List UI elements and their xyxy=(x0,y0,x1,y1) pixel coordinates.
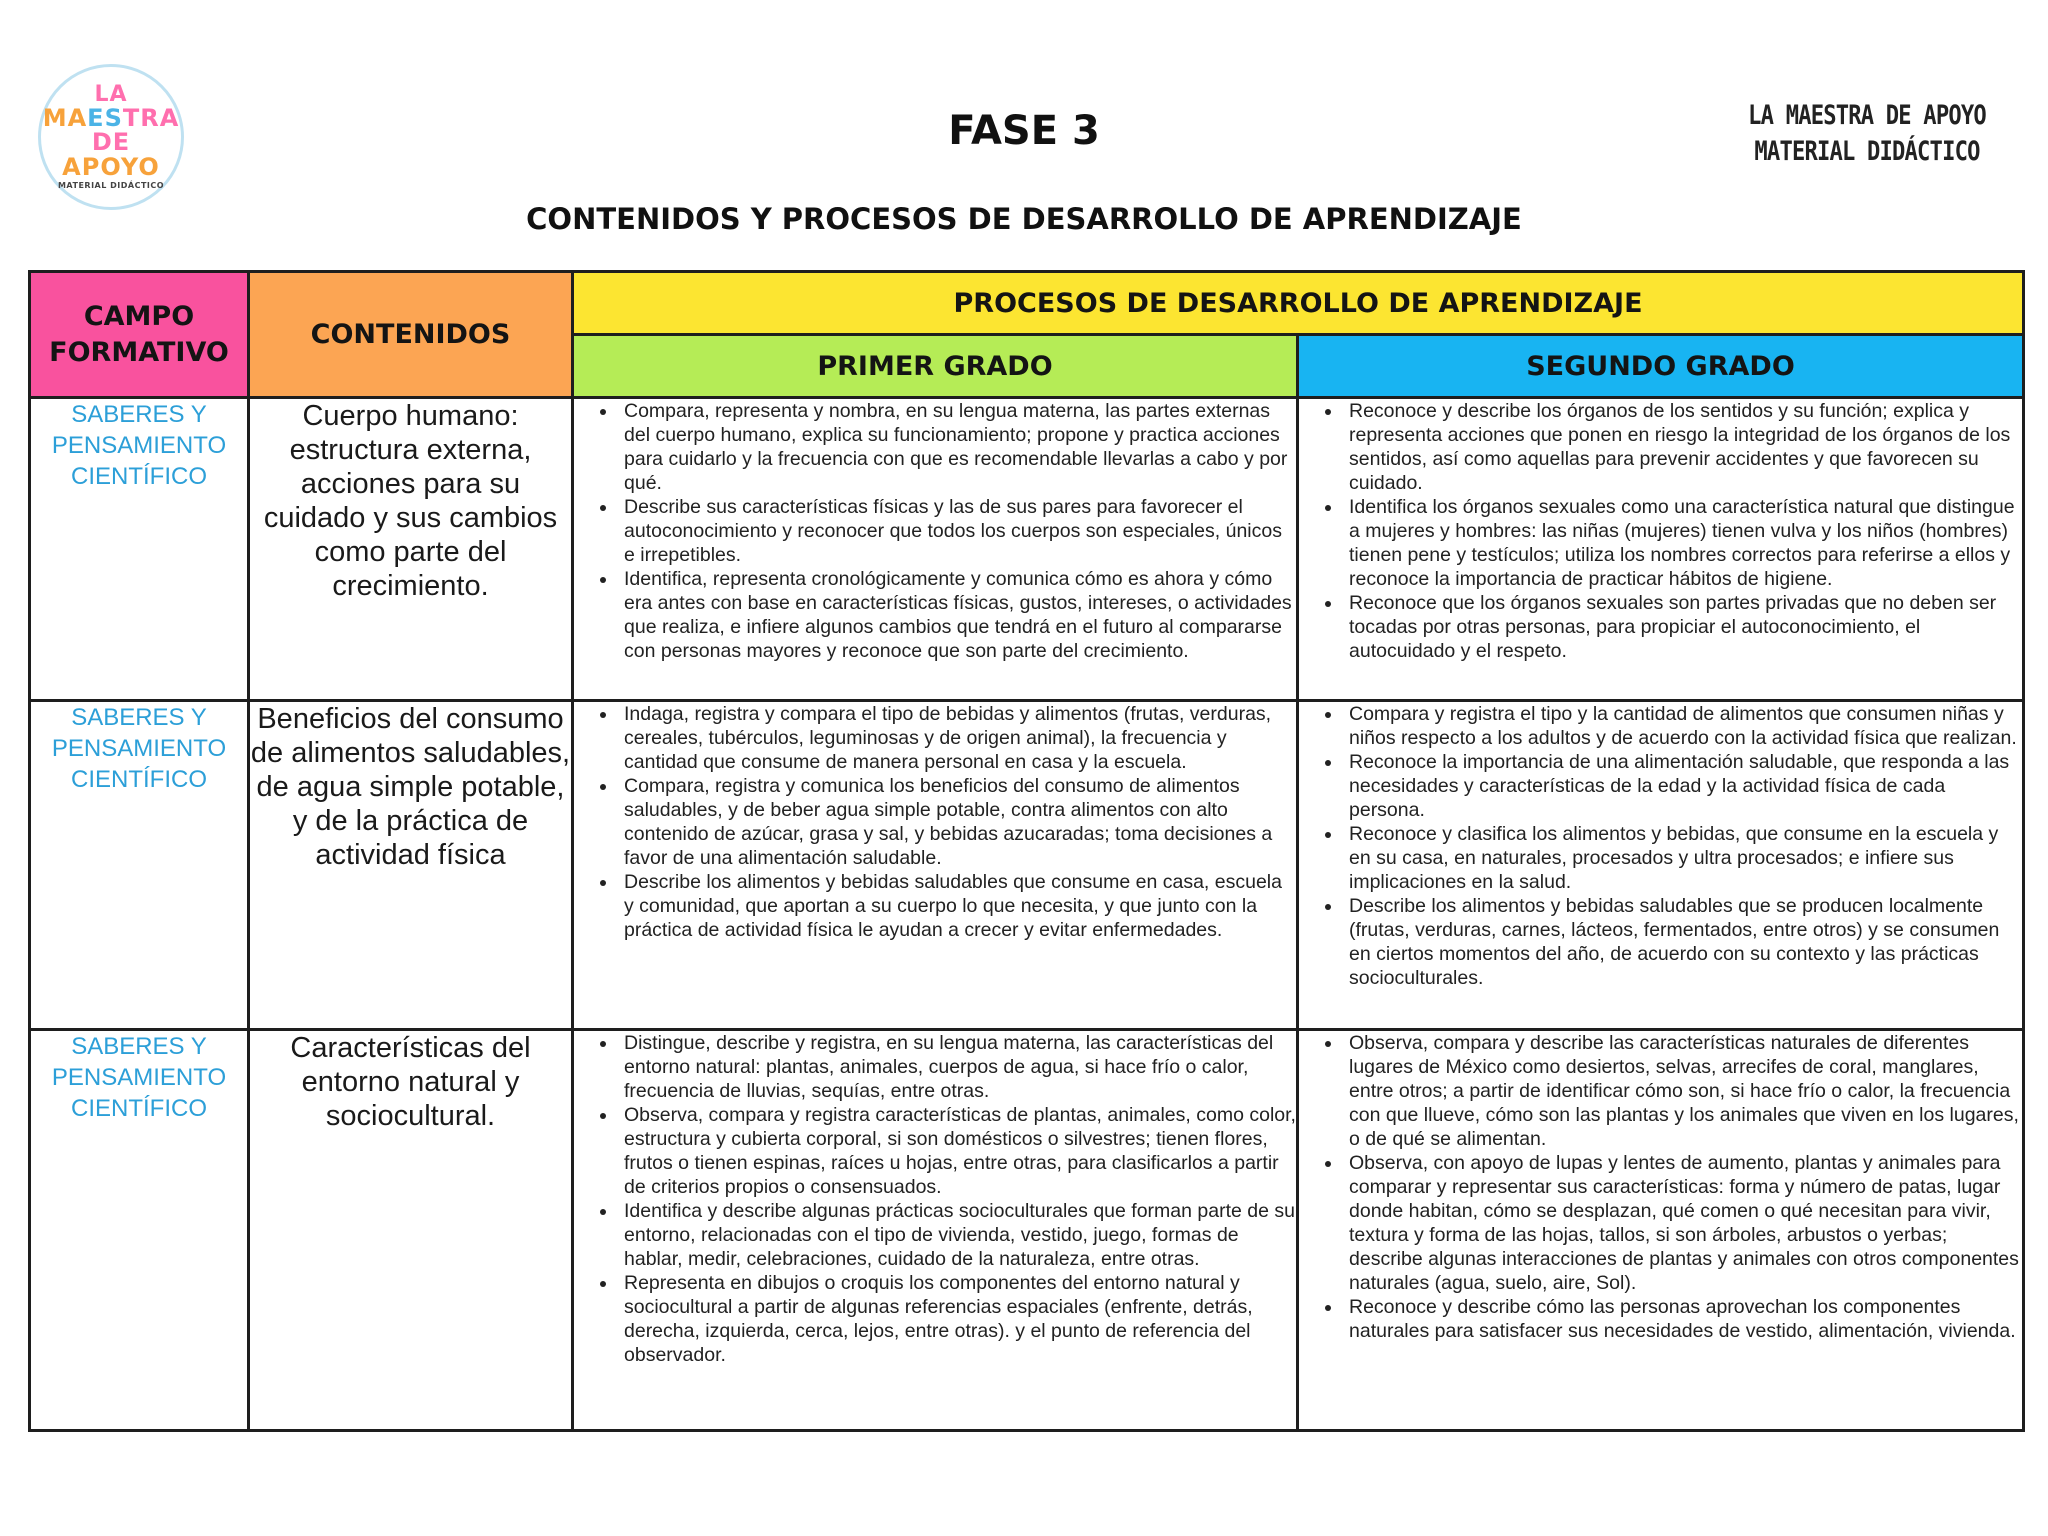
header-procesos: PROCESOS DE DESARROLLO DE APRENDIZAJE xyxy=(573,272,2024,335)
header-contenidos: CONTENIDOS xyxy=(249,272,573,398)
bullet-list xyxy=(1299,702,2022,990)
list-item: • Observa, compara y describe las características naturales de diferentes lugares de México como desiertos, selvas, arrecifes de coral, manglares, entre otros; a partir de identificar cómo son, si hace frío o calor, la frecuencia con que llueve, cómo son las plantas y los animales que viven en los lugares, o de qué se alimentan. xyxy=(1343,1031,2022,1151)
campo-formativo-cell: SABERES Y PENSAMIENTO CIENTÍFICO xyxy=(30,398,249,701)
list-item: • Compara y registra el tipo y la cantidad de alimentos que consumen niñas y niños respecto a los adultos y de acuerdo con la actividad física que realizan. xyxy=(1343,702,2022,750)
campo-formativo-cell: SABERES Y PENSAMIENTO CIENTÍFICO xyxy=(30,701,249,1030)
primer-grado-cell xyxy=(573,1030,1298,1431)
list-item: • Reconoce que los órganos sexuales son partes privadas que no deben ser tocadas por otras personas, para propiciar el autoconocimiento, el autocuidado y el respeto. xyxy=(1343,591,2022,663)
list-item: • Reconoce y describe cómo las personas aprovechan los componentes naturales para satisfacer sus necesidades de vestido, alimentación, vivienda. xyxy=(1343,1295,2022,1343)
brand-line-2: MATERIAL DIDÁCTICO xyxy=(1754,136,1980,167)
segundo-grado-cell xyxy=(1298,398,2024,701)
list-item: • Indaga, registra y compara el tipo de bebidas y alimentos (frutas, verduras, cereales, tubérculos, leguminosas y de origen animal), la frecuencia y cantidad que consume de manera personal en casa y la escuela. xyxy=(618,702,1296,774)
list-item: • Identifica y describe algunas prácticas socioculturales que forman parte de su entorno, relacionadas con el tipo de vivienda, vestido, juego, formas de hablar, medir, celebraciones, cuidado de la naturaleza, entre otras. xyxy=(618,1199,1296,1271)
contenido-cell: Características del entorno natural y sociocultural. xyxy=(249,1030,573,1431)
brand-label xyxy=(1748,98,1986,170)
header-row xyxy=(30,272,2024,335)
bullet-list xyxy=(574,702,1296,942)
table-row xyxy=(30,398,2024,701)
logo-line-material: MATERIAL DIDÁCTICO xyxy=(57,181,165,191)
header-primer-grado: PRIMER GRADO xyxy=(573,335,1298,398)
header-segundo-grado: SEGUNDO GRADO xyxy=(1298,335,2024,398)
logo-line-la: LA xyxy=(94,81,128,107)
campo-formativo-cell: SABERES Y PENSAMIENTO CIENTÍFICO xyxy=(30,1030,249,1431)
list-item: • Representa en dibujos o croquis los componentes del entorno natural y sociocultural a partir de algunas referencias espaciales (enfrente, detrás, derecha, izquierda, cerca, lejos, entre otras). y el punto de referencia del observador. xyxy=(618,1271,1296,1367)
header-campo-formativo: CAMPO FORMATIVO xyxy=(30,272,249,398)
bullet-list xyxy=(574,399,1296,663)
primer-grado-cell xyxy=(573,701,1298,1030)
brand-line-1: LA MAESTRA DE APOYO xyxy=(1748,100,1986,131)
contenido-cell: Beneficios del consumo de alimentos saludables, de agua simple potable, y de la práctica de actividad física xyxy=(249,701,573,1030)
contenido-cell: Cuerpo humano: estructura externa, acciones para su cuidado y sus cambios como parte del crecimiento. xyxy=(249,398,573,701)
list-item: • Distingue, describe y registra, en su lengua materna, las características del entorno natural: plantas, animales, cuerpos de agua, si hace frío o calor, frecuencia de lluvias, sequías, entre otras. xyxy=(618,1031,1296,1103)
bullet-list xyxy=(1299,1031,2022,1343)
page-subtitle: CONTENIDOS Y PROCESOS DE DESARROLLO DE APRENDIZAJE xyxy=(526,202,1522,236)
list-item: • Compara, representa y nombra, en su lengua materna, las partes externas del cuerpo humano, explica su funcionamiento; propone y practica acciones para cuidarlo y la frecuencia con que es recomendable llevarlas a cabo y por qué. xyxy=(618,399,1296,495)
bullet-list xyxy=(574,1031,1296,1367)
table-row xyxy=(30,701,2024,1030)
list-item: • Describe sus características físicas y las de sus pares para favorecer el autoconocimiento y reconocer que todos los cuerpos son especiales, únicos e irrepetibles. xyxy=(618,495,1296,567)
page-title: FASE 3 xyxy=(948,108,1100,154)
list-item: • Observa, con apoyo de lupas y lentes de aumento, plantas y animales para comparar y representar sus características: forma y número de patas, lugar donde habitan, cómo se desplazan, qué comen o qué necesitan para vivir, textura y forma de las hojas, tallos, si son árboles, arbustos o yerbas; describe algunas interacciones de plantas y animales con otros componentes naturales (agua, suelo, aire, Sol). xyxy=(1343,1151,2022,1295)
segundo-grado-cell xyxy=(1298,1030,2024,1431)
list-item: • Describe los alimentos y bebidas saludables que se producen localmente (frutas, verduras, carnes, lácteos, fermentados, entre otros) y se consumen en ciertos momentos del año, de acuerdo con su contexto y las prácticas socioculturales. xyxy=(1343,894,2022,990)
segundo-grado-cell xyxy=(1298,701,2024,1030)
list-item: • Identifica los órganos sexuales como una característica natural que distingue a mujeres y hombres: las niñas (mujeres) tienen vulva y los niños (hombres) tienen pene y testículos; utiliza los nombres correctos para referirse a ellos y reconoce la importancia de practicar hábitos de higiene. xyxy=(1343,495,2022,591)
list-item: • Identifica, representa cronológicamente y comunica cómo es ahora y cómo era antes con base en características físicas, gustos, intereses, o actividades que realiza, e infiere algunos cambios que tendrá en el futuro al compararse con personas mayores y reconoce que son parte del crecimiento. xyxy=(618,567,1296,663)
list-item: • Observa, compara y registra características de plantas, animales, como color, estructura y cubierta corporal, si son domésticos o silvestres; tienen flores, frutos o tienen espinas, raíces u hojas, entre otras, para clasificarlos a partir de criterios propios o consensuados. xyxy=(618,1103,1296,1199)
logo-line-de-apoyo: DE APOYO xyxy=(62,128,160,181)
table-row xyxy=(30,1030,2024,1431)
list-item: • Compara, registra y comunica los beneficios del consumo de alimentos saludables, y de beber agua simple potable, contra alimentos con alto contenido de azúcar, grasa y sal, y bebidas azucaradas; toma decisiones a favor de una alimentación saludable. xyxy=(618,774,1296,870)
list-item: • Describe los alimentos y bebidas saludables que consume en casa, escuela y comunidad, que aportan a su cuerpo lo que necesita, y que junto con la práctica de actividad física le ayudan a crecer y evitar enfermedades. xyxy=(618,870,1296,942)
list-item: • Reconoce y clasifica los alimentos y bebidas, que consume en la escuela y en su casa, en naturales, procesados y ultra procesados; e infiere sus implicaciones en la salud. xyxy=(1343,822,2022,894)
primer-grado-cell xyxy=(573,398,1298,701)
list-item: • Reconoce la importancia de una alimentación saludable, que responda a las necesidades y características de la edad y la actividad física de cada persona. xyxy=(1343,750,2022,822)
logo-line-maestra: MAESTRA xyxy=(42,103,180,132)
contents-table xyxy=(28,270,2025,1432)
bullet-list xyxy=(1299,399,2022,663)
list-item: • Reconoce y describe los órganos de los sentidos y su función; explica y representa acciones que ponen en riesgo la integridad de los órganos de los sentidos, así como aquellas para prevenir accidentes y que favorecen su cuidado. xyxy=(1343,399,2022,495)
